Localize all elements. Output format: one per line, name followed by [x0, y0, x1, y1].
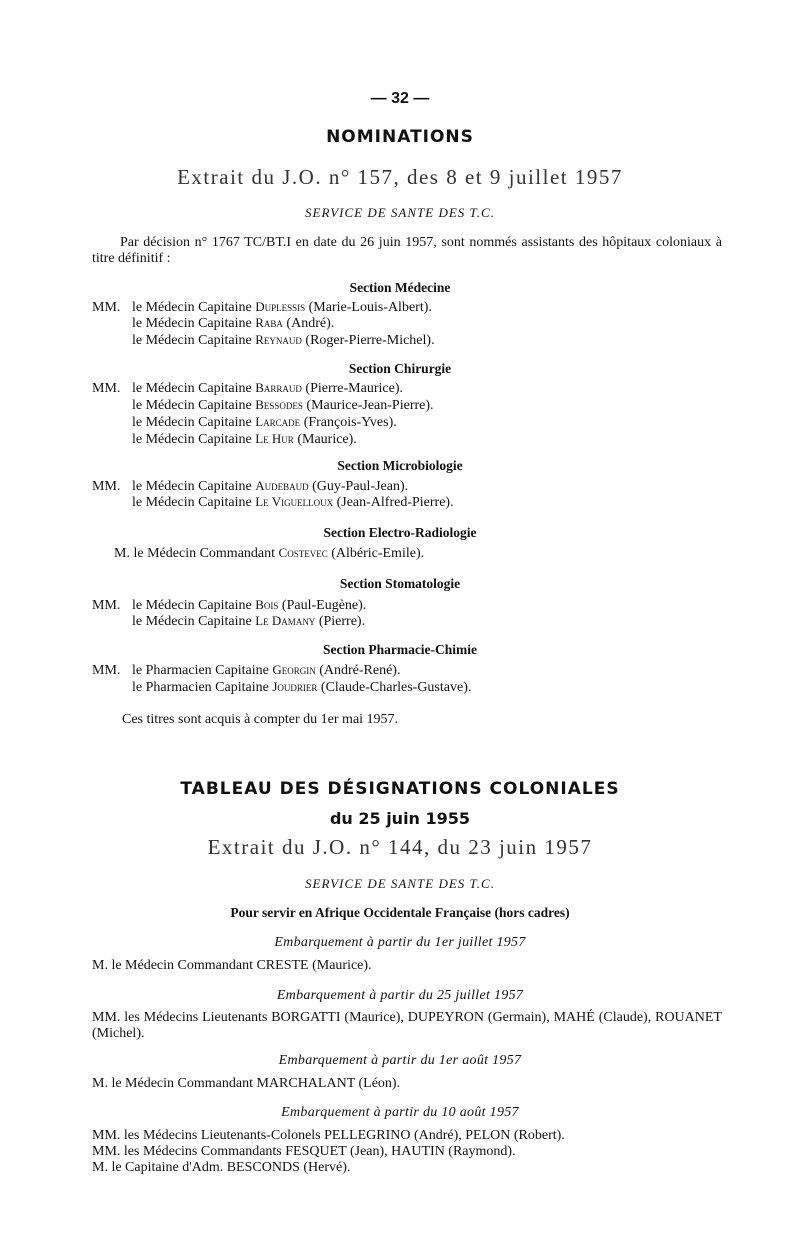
- section-title: Section Chirurgie: [348, 361, 452, 376]
- surname: Joudrier: [272, 679, 318, 694]
- designation-line: MM. les Médecins Lieutenants BORGATTI (Maurice), DUPEYRON (Germain), MAHÉ (Claude), ROUANET (Michel).: [92, 1010, 722, 1041]
- given-names: (Pierre).: [315, 614, 366, 629]
- nominations-service: SERVICE DE SANTE DES T.C.: [305, 205, 495, 220]
- given-names: (Marie-Louis-Albert).: [305, 300, 432, 315]
- honorific: M.: [114, 546, 130, 561]
- surname: Reynaud: [255, 332, 302, 347]
- rank: le Pharmacien Capitaine: [132, 663, 273, 678]
- surname: Le Hur: [255, 431, 294, 446]
- nomination-line: [92, 613, 365, 630]
- rank: le Médecin Capitaine: [132, 333, 256, 348]
- honorific: MM.: [92, 479, 121, 494]
- surname: Georgin: [272, 662, 316, 677]
- surname: Le Damany: [255, 613, 316, 628]
- rank: le Médecin Capitaine: [132, 381, 256, 396]
- rank: le Médecin Commandant: [130, 546, 279, 561]
- rank: le Médecin Capitaine: [132, 316, 256, 331]
- tableau-title: TABLEAU DES DÉSIGNATIONS COLONIALES: [180, 779, 620, 799]
- nominations-extract: Extrait du J.O. n° 157, des 8 et 9 juillet 1957: [177, 165, 623, 189]
- section-title: Section Microbiologie: [337, 458, 463, 473]
- surname: Le Viguelloux: [255, 494, 334, 509]
- honorific: MM.: [92, 300, 121, 315]
- honorific: MM.: [92, 663, 121, 678]
- nomination-line: [92, 299, 432, 316]
- tableau-date: du 25 juin 1955: [329, 809, 471, 828]
- nominations-closing: Ces titres sont acquis à compter du 1er mai 1957.: [122, 712, 399, 727]
- given-names: (Pierre-Maurice).: [301, 381, 403, 396]
- surname: Barraud: [255, 380, 302, 395]
- page-number: — 32 —: [370, 90, 430, 107]
- nomination-line: [92, 679, 471, 696]
- designation-line: MM. les Médecins Lieutenants-Colonels PELLEGRINO (André), PELON (Robert).: [92, 1128, 565, 1143]
- rank: le Médecin Capitaine: [132, 415, 256, 430]
- designation-line: MM. les Médecins Commandants FESQUET (Jean), HAUTIN (Raymond).: [92, 1144, 516, 1159]
- honorific: MM.: [92, 598, 121, 613]
- given-names: (Maurice).: [293, 432, 357, 447]
- given-names: (Roger-Pierre-Michel).: [301, 333, 435, 348]
- tableau-destination: Pour servir en Afrique Occidentale Française (hors cadres): [230, 905, 570, 920]
- nomination-line: [92, 414, 397, 431]
- surname: Costevec: [278, 545, 328, 560]
- surname: Bessodes: [255, 397, 303, 412]
- rank: le Pharmacien Capitaine: [132, 680, 273, 695]
- section-title: Section Electro-Radiologie: [323, 525, 477, 540]
- given-names: (Maurice-Jean-Pierre).: [302, 398, 434, 413]
- section-title: Section Pharmacie-Chimie: [322, 642, 478, 657]
- nominations-title: NOMINATIONS: [326, 127, 474, 147]
- nomination-line: [92, 494, 454, 511]
- given-names: (André).: [282, 316, 335, 331]
- given-names: (Claude-Charles-Gustave).: [317, 680, 472, 695]
- rank: le Médecin Capitaine: [132, 479, 256, 494]
- tableau-extract: Extrait du J.O. n° 144, du 23 juin 1957: [207, 835, 593, 859]
- tableau-service: SERVICE DE SANTE DES T.C.: [305, 876, 495, 891]
- given-names: (Paul-Eugène).: [278, 598, 367, 613]
- rank: le Médecin Capitaine: [132, 300, 256, 315]
- designation-line: M. le Médecin Commandant CRESTE (Maurice).: [92, 958, 372, 973]
- nomination-line: [92, 431, 357, 448]
- embarkation-heading: Embarquement à partir du 10 août 1957: [281, 1105, 519, 1120]
- nomination-line: [92, 478, 408, 495]
- surname: Duplessis: [255, 299, 306, 314]
- nomination-line: [92, 397, 434, 414]
- rank: le Médecin Capitaine: [132, 398, 256, 413]
- embarkation-heading: Embarquement à partir du 1er août 1957: [278, 1053, 522, 1068]
- surname: Larcade: [255, 414, 301, 429]
- nomination-line: [92, 380, 403, 397]
- nomination-line: [92, 597, 366, 614]
- surname: Bois: [255, 597, 279, 612]
- given-names: (Albéric-Emile).: [327, 546, 425, 561]
- given-names: (Guy-Paul-Jean).: [308, 479, 409, 494]
- surname: Audebaud: [255, 478, 309, 493]
- given-names: (André-René).: [315, 663, 401, 678]
- section-title: Section Stomatologie: [339, 576, 461, 591]
- section-title: Section Médecine: [349, 280, 451, 295]
- designation-line: M. le Capitaine d'Adm. BESCONDS (Hervé).: [92, 1160, 351, 1175]
- given-names: (François-Yves).: [300, 415, 397, 430]
- designation-line: M. le Médecin Commandant MARCHALANT (Léon).: [92, 1076, 401, 1091]
- nomination-line: [92, 332, 435, 349]
- nominations-decision: Par décision n° 1767 TC/BT.I en date du 26 juin 1957, sont nommés assistants des hôpitaux coloniaux à titre définitif :: [92, 235, 722, 266]
- rank: le Médecin Capitaine: [132, 598, 256, 613]
- rank: le Médecin Capitaine: [132, 495, 256, 510]
- surname: Raba: [255, 315, 283, 330]
- nomination-line: [92, 545, 424, 562]
- rank: le Médecin Capitaine: [132, 432, 256, 447]
- embarkation-heading: Embarquement à partir du 1er juillet 1957: [274, 935, 526, 950]
- honorific: MM.: [92, 381, 121, 396]
- nomination-line: [92, 662, 400, 679]
- given-names: (Jean-Alfred-Pierre).: [333, 495, 454, 510]
- embarkation-heading: Embarquement à partir du 25 juillet 1957: [276, 988, 524, 1003]
- nomination-line: [92, 315, 334, 332]
- rank: le Médecin Capitaine: [132, 614, 256, 629]
